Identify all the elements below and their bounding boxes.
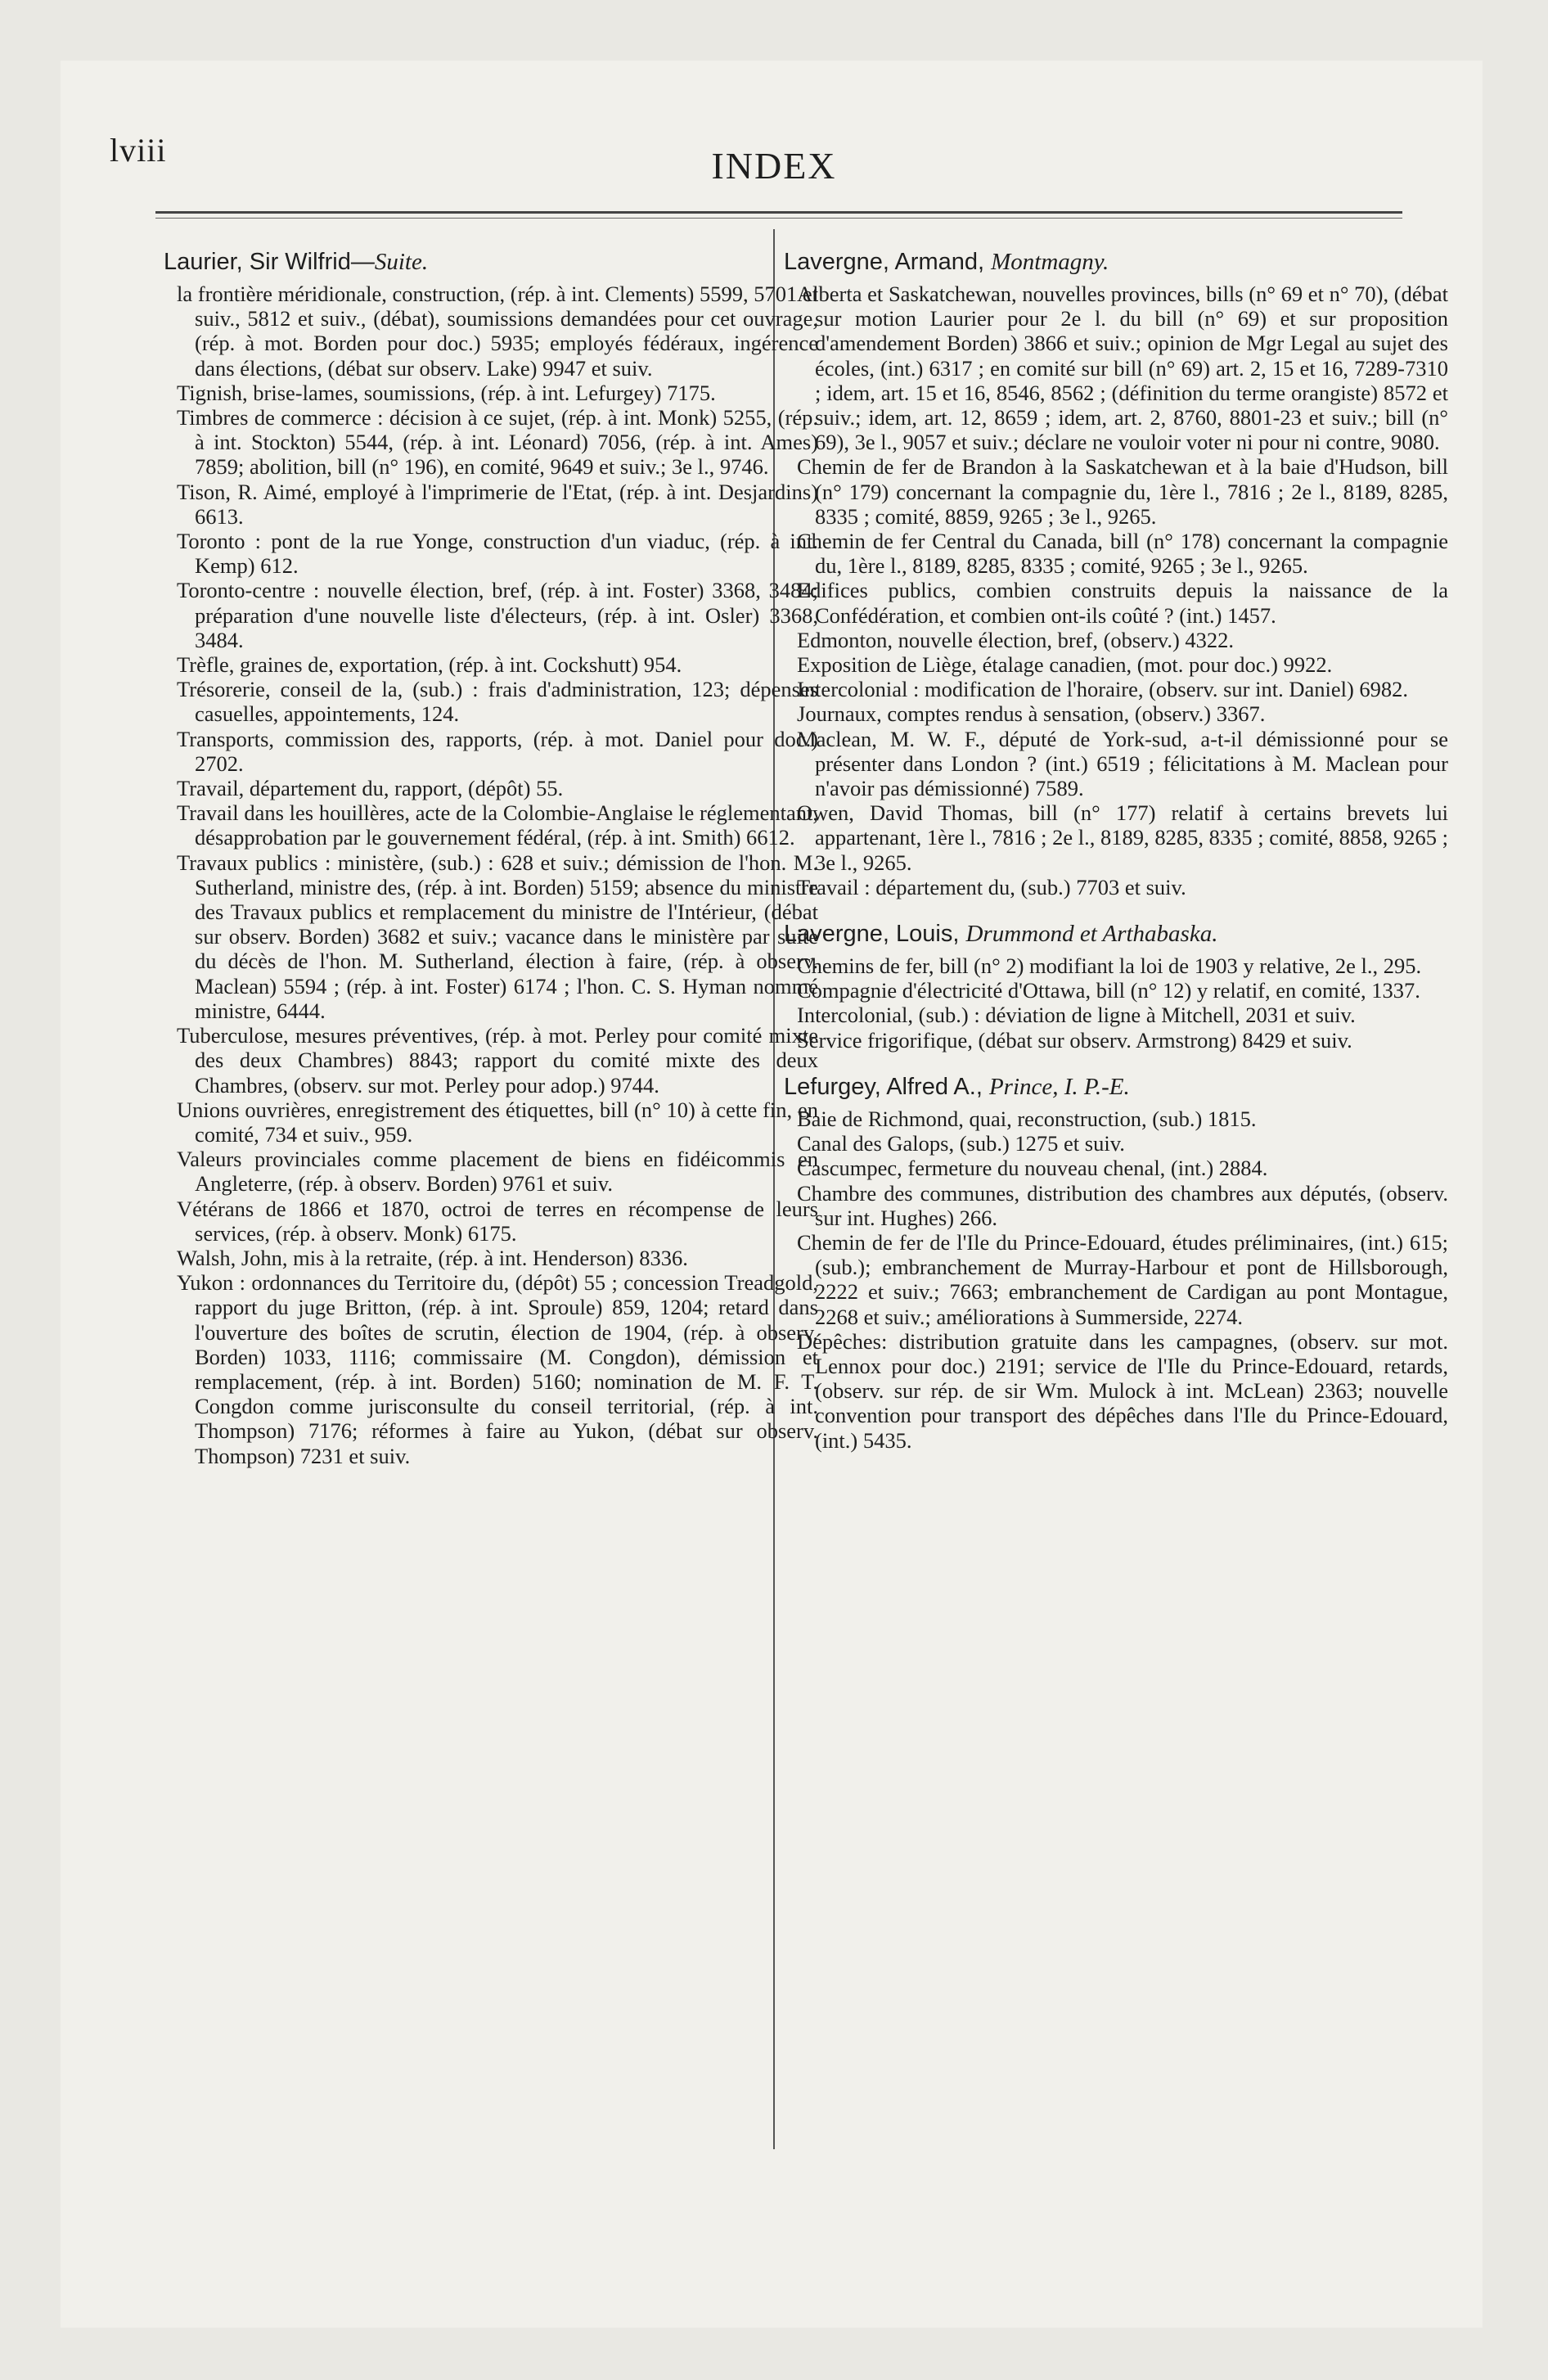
index-entry: Chemin de fer Central du Canada, bill (n° 178) concernant la compagnie du, 1ère l., 8189, 8285, 8335 ; comité, 9265 ; 3e l., 9265.: [797, 529, 1448, 579]
index-entry: Trésorerie, conseil de la, (sub.) : frais d'administration, 123; dépenses casuelles, appointements, 124.: [177, 677, 818, 727]
index-heading: [784, 917, 1448, 950]
index-entry: Travail : département du, (sub.) 7703 et suiv.: [797, 874, 1186, 899]
index-entry: Edifices publics, combien construits depuis la naissance de la Confédération, et combien ont-ils coûté ? (int.) 1457.: [797, 578, 1448, 628]
index-entry: Timbres de commerce : décision à ce sujet, (rép. à int. Monk) 5255, (rép. à int. Stockton) 5544, (rép. à int. Léonard) 7056, (rép. à int. Ames) 7859; abolition, bill (n° 196), en comité, 9649 et suiv.; 3e l., 9746.: [177, 405, 818, 480]
page-number: lviii: [110, 132, 167, 169]
index-entry: Unions ouvrières, enregistrement des étiquettes, bill (n° 10) à cette fin, en comité, 734 et suiv., 959.: [177, 1097, 818, 1147]
index-entry: Trèfle, graines de, exportation, (rép. à int. Cockshutt) 954.: [177, 652, 682, 678]
index-entry: Valeurs provinciales comme placement de biens en fidéicommis en Angleterre, (rép. à observ. Borden) 9761 et suiv.: [177, 1147, 818, 1197]
index-entry: Tison, R. Aimé, employé à l'imprimerie de l'Etat, (rép. à int. Desjardins) 6613.: [177, 479, 818, 529]
index-heading: [784, 1071, 1448, 1103]
index-entry: Tignish, brise-lames, soumissions, (rép. à int. Lefurgey) 7175.: [177, 380, 716, 405]
index-entry: Travail dans les houillères, acte de la Colombie-Anglaise le réglementant, désapprobation par le gouvernement fédéral, (rép. à int. Smith) 6612.: [177, 800, 818, 850]
index-entry: Toronto-centre : nouvelle élection, bref, (rép. à int. Foster) 3368, 3484; préparation d'une nouvelle liste d'électeurs, (rép. à int. Osler) 3368, 3484.: [177, 578, 818, 652]
index-entry: Edmonton, nouvelle élection, bref, (observ.) 4322.: [797, 627, 1235, 652]
index-heading: [784, 246, 1448, 278]
index-entry: Maclean, M. W. F., député de York-sud, a-t-il démissionné pour se présenter dans London ? (int.) 6519 ; félicitations à M. Maclean pour n'avoir pas démissionné) 7589.: [797, 726, 1448, 801]
index-entry: Intercolonial, (sub.) : déviation de ligne à Mitchell, 2031 et suiv.: [797, 1003, 1356, 1028]
index-entry: Compagnie d'électricité d'Ottawa, bill (n° 12) y relatif, en comité, 1337.: [797, 978, 1420, 1003]
index-entry: Chemins de fer, bill (n° 2) modifiant la loi de 1903 y relative, 2e l., 295.: [797, 953, 1422, 979]
index-entry: Travail, département du, rapport, (dépôt) 55.: [177, 776, 564, 801]
index-entry: Yukon : ordonnances du Territoire du, (dépôt) 55 ; concession Treadgold, rapport du juge Britton, (rép. à int. Sproule) 859, 1204; retard dans l'ouverture des boîtes de scrutin, élection de 1904, (rép. à observ. Borden) 1033, 1116; commissaire (M. Congdon), démission et remplacement, (rép. à int. Borden) 5160; nomination de M. F. T. Congdon comme jurisconsulte du conseil territorial, (rép. à int. Thompson) 7176; réformes à faire au Yukon, (débat sur observ. Thompson) 7231 et suiv.: [177, 1270, 818, 1468]
index-entry: Baie de Richmond, quai, reconstruction, (sub.) 1815.: [797, 1106, 1257, 1131]
index-entry: Transports, commission des, rapports, (rép. à mot. Daniel pour doc.) 2702.: [177, 726, 818, 776]
heading-suffix: Prince, I. P.-E.: [988, 1073, 1130, 1100]
page-title: INDEX: [711, 145, 837, 187]
index-entry: Alberta et Saskatchewan, nouvelles provinces, bills (n° 69 et n° 70), (débat sur motion Laurier pour 2e l. du bill (n° 69) et sur proposition d'amendement Borden) 3866 et suiv.; opinion de Mgr Legal au sujet des écoles, (int.) 6317 ; en comité sur bill (n° 69) art. 2, 15 et 16, 7289-7310 ; idem, art. 15 et 16, 8546, 8562 ; (définition du terme orangiste) 8572 et suiv.; idem, art. 12, 8659 ; idem, art. 2, 8760, 8801-23 et suiv.; bill (n° 69), 3e l., 9057 et suiv.; déclare ne vouloir voter ni pour ni contre, 9080.: [797, 282, 1448, 455]
heading-suffix: Suite.: [374, 249, 429, 275]
heading-name: Laurier, Sir Wilfrid—: [164, 249, 375, 275]
index-entry: Vétérans de 1866 et 1870, octroi de terres en récompense de leurs services, (rép. à observ. Monk) 6175.: [177, 1196, 818, 1246]
heading-name: Lavergne, Louis,: [784, 921, 966, 948]
index-entry: Tuberculose, mesures préventives, (rép. à mot. Perley pour comité mixte des deux Chambres) 8843; rapport du comité mixte des deux Chambres, (observ. sur mot. Perley pour adop.) 9744.: [177, 1023, 818, 1098]
heading-name: Lavergne, Armand,: [784, 249, 992, 275]
index-entry: Service frigorifique, (débat sur observ. Armstrong) 8429 et suiv.: [797, 1027, 1352, 1053]
heading-suffix: Drummond et Arthabaska.: [965, 921, 1218, 948]
index-entry: la frontière méridionale, construction, (rép. à int. Clements) 5599, 5701 et suiv., 5812 et suiv., (débat), soumissions demandées pour cet ouvrage, (rép. à mot. Borden pour doc.) 5935; employés fédéraux, ingérence dans élections, (débat sur observ. Lake) 9947 et suiv.: [177, 282, 818, 381]
index-heading: [164, 246, 818, 278]
heading-suffix: Montmagny.: [991, 249, 1109, 275]
header-rule: [155, 211, 1402, 214]
index-entry: Owen, David Thomas, bill (n° 177) relatif à certains brevets lui appartenant, 1ère l., 7816 ; 2e l., 8189, 8285, 8335 ; comité, 8858, 9265 ; 3e l., 9265.: [797, 800, 1448, 875]
index-entry: Dépêches: distribution gratuite dans les campagnes, (observ. sur mot. Lennox pour doc.) 2191; service de l'Ile du Prince-Edouard, retards, (observ. sur rép. de sir Wm. Mulock à int. McLean) 2363; nouvelle convention pour transport des dépêches dans l'Ile du Prince-Edouard, (int.) 5435.: [797, 1328, 1448, 1453]
index-entry: Walsh, John, mis à la retraite, (rép. à int. Henderson) 8336.: [177, 1245, 688, 1270]
right-column: [784, 246, 1448, 1453]
index-entry: Chemin de fer de Brandon à la Saskatchewan et à la baie d'Hudson, bill (n° 179) concernant la compagnie du, 1ère l., 7816 ; 2e l., 8189, 8285, 8335 ; comité, 8859, 9265 ; 3e l., 9265.: [797, 454, 1448, 529]
index-entry: Journaux, comptes rendus à sensation, (observ.) 3367.: [797, 701, 1266, 727]
heading-name: Lefurgey, Alfred A.,: [784, 1073, 989, 1100]
index-entry: Toronto : pont de la rue Yonge, construction d'un viaduc, (rép. à int. Kemp) 612.: [177, 529, 818, 579]
index-entry: Travaux publics : ministère, (sub.) : 628 et suiv.; démission de l'hon. M. Sutherland, ministre des, (rép. à int. Borden) 5159; absence du ministre des Travaux publics et remplacement du ministre de l'Intérieur, (débat sur observ. Borden) 3682 et suiv.; vacance dans le ministère par suite du décès de l'hon. M. Sutherland, élection à faire, (rép. à observ. Maclean) 5594 ; (rép. à int. Foster) 6174 ; l'hon. C. S. Hyman nommé ministre, 6444.: [177, 850, 818, 1023]
index-entry: Cascumpec, fermeture du nouveau chenal, (int.) 2884.: [797, 1156, 1268, 1181]
index-entry: Intercolonial : modification de l'horaire, (observ. sur int. Daniel) 6982.: [797, 677, 1409, 702]
index-entry: Exposition de Liège, étalage canadien, (mot. pour doc.) 9922.: [797, 652, 1333, 678]
index-entry: Canal des Galops, (sub.) 1275 et suiv.: [797, 1131, 1125, 1156]
header-rule-thin: [155, 218, 1402, 219]
index-entry: Chemin de fer de l'Ile du Prince-Edouard, études préliminaires, (int.) 615; (sub.); embranchement de Murray-Harbour et pont de Hillsborough, 2222 et suiv.; 7663; embranchement de Cardigan au pont Montague, 2268 et suiv.; améliorations à Summerside, 2274.: [797, 1229, 1448, 1329]
left-column: [164, 246, 818, 1468]
index-entry: Chambre des communes, distribution des chambres aux députés, (observ. sur int. Hughes) 266.: [797, 1180, 1448, 1230]
